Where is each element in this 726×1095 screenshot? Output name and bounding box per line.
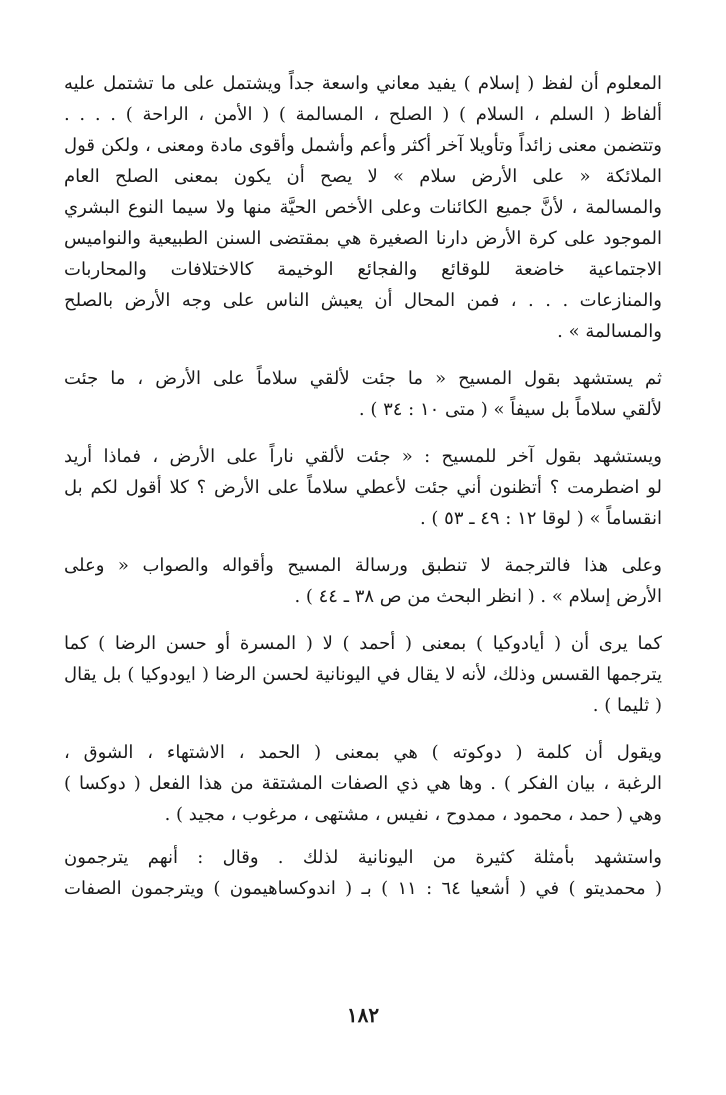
paragraph-3 bbox=[64, 441, 662, 534]
paragraph-5 bbox=[64, 628, 662, 721]
text-line: يترجمها القسس وذلك، لأنه لا يقال في اليونانية لحسن الرضا ( ايودوكيا ) بل يقال bbox=[64, 664, 662, 685]
text-line: كما يرى أن ( أيادوكيا ) بمعنى ( أحمد ) لا ( المسرة أو حسن الرضا ) كما bbox=[64, 633, 662, 654]
text-line: ويقول أن كلمة ( دوكوته ) هي بمعنى ( الحمد ، الاشتهاء ، الشوق ، bbox=[64, 742, 662, 763]
text-line: وهي ( حمد ، محمود ، ممدوح ، نفيس ، مشتهى ، مرغوب ، مجيد ) . bbox=[164, 804, 662, 825]
paragraph-1 bbox=[64, 68, 662, 347]
text-line: والمسالمة » . bbox=[557, 321, 662, 342]
text-line: ( ثليما ) . bbox=[592, 695, 662, 716]
paragraph-2 bbox=[64, 363, 662, 425]
text-line: ألفاظ ( السلم ، السلام ) ( الصلح ، المسالمة ) ( الأمن ، الراحة ) . . . . bbox=[64, 104, 662, 125]
paragraph-7 bbox=[64, 842, 662, 904]
text-line: الأرض إسلام » . ( انظر البحث من ص ٣٨ ـ ٤٤ ) . bbox=[294, 586, 662, 607]
text-line: والمنازعات . . . ، فمن المحال أن يعيش الناس على وجه الأرض بالصلح bbox=[64, 290, 662, 311]
paragraph-6 bbox=[64, 737, 662, 830]
text-line: وتتضمن معنى زائداً وتأويلا آخر أكثر وأعم وأشمل وأقوى مادة ومعنى ، ولكن قول bbox=[64, 135, 662, 156]
paragraph-4 bbox=[64, 550, 662, 612]
text-line: ( محمديتو ) في ( أشعيا ٦٤ : ١١ ) بـ ( اندوكساهيمون ) ويترجمون الصفات bbox=[64, 878, 662, 899]
text-line: ثم يستشهد بقول المسيح « ما جئت لألقي سلاماً على الأرض ، ما جئت bbox=[64, 368, 662, 389]
text-line: لألقي سلاماً بل سيفاً » ( متى ١٠ : ٣٤ ) . bbox=[358, 399, 662, 420]
text-line: الاجتماعية خاضعة للوقائع والفجائع الوخيمة كالاختلافات والمحاربات bbox=[64, 259, 662, 280]
text-line: لو اضطرمت ؟ أتظنون أني جئت لأعطي سلاماً على الأرض ؟ كلا أقول لكم بل bbox=[64, 477, 662, 498]
text-line: واستشهد بأمثلة كثيرة من اليونانية لذلك . وقال : أنهم يترجمون bbox=[64, 847, 662, 868]
text-line: ويستشهد بقول آخر للمسيح : « جئت لألقي ناراً على الأرض ، فماذا أريد bbox=[64, 446, 662, 467]
text-line: الرغبة ، بيان الفكر ) . وها هي ذي الصفات المشتقة من هذا الفعل ( دوكسا ) bbox=[64, 773, 662, 794]
text-line: والمسالمة ، لأنَّ جميع الكائنات وعلى الأخص الحيَّة منها ولا سيما النوع البشري bbox=[64, 197, 662, 218]
text-line: انقساماً » ( لوقا ١٢ : ٤٩ ـ ٥٣ ) . bbox=[419, 508, 662, 529]
text-line: الموجود على كرة الأرض دارنا الصغيرة هي بمقتضى السنن الطبيعية والنواميس bbox=[64, 228, 662, 249]
text-line: الملائكة « على الأرض سلام » لا يصح أن يكون بمعنى الصلح العام bbox=[64, 166, 662, 187]
text-line: المعلوم أن لفظ ( إسلام ) يفيد معاني واسعة جداً ويشتمل على ما تشتمل عليه bbox=[64, 73, 662, 94]
text-line: وعلى هذا فالترجمة لا تنطبق ورسالة المسيح وأقواله والصواب « وعلى bbox=[64, 555, 662, 576]
page-number: ١٨٢ bbox=[346, 1003, 380, 1027]
